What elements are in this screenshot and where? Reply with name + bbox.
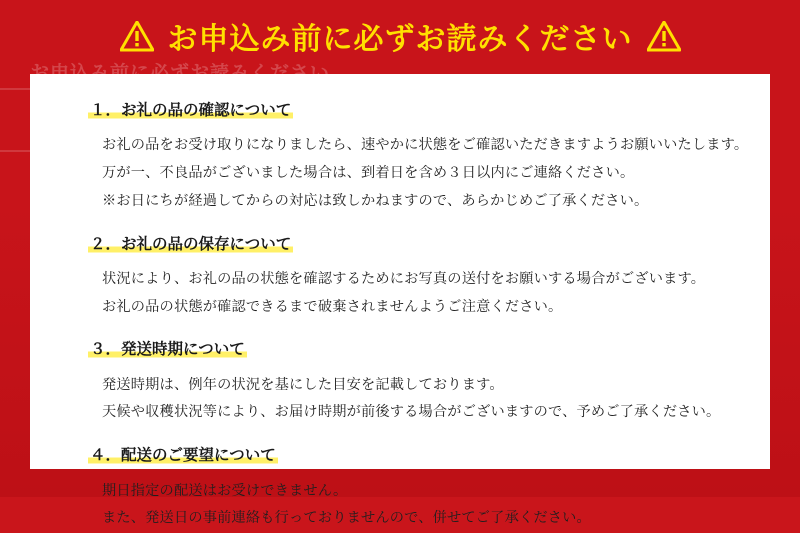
section-3-body bbox=[102, 372, 736, 427]
section-2-line-1: 状況により、お礼の品の状態を確認するためにお写真の送付をお願いする場合がございます。 bbox=[102, 270, 706, 287]
section-4-line-1: 期日指定の配送はお受けできません。 bbox=[102, 482, 348, 499]
warning-triangle-icon-right bbox=[647, 21, 681, 52]
poster-header bbox=[0, 0, 800, 72]
section-1-line-1: お礼の品をお受け取りになりましたら、速やかに状態をご確認いただきますようお願いいたします。 bbox=[102, 137, 749, 154]
section-1-body bbox=[102, 132, 749, 215]
section-2-line-2: お礼の品の状態が確認できるまで破棄されませんようご注意ください。 bbox=[102, 298, 563, 315]
notice-section-3 bbox=[64, 335, 736, 427]
page-title: お申込み前に必ずお読みください bbox=[167, 23, 633, 56]
section-heading bbox=[88, 335, 736, 364]
section-heading bbox=[88, 441, 736, 470]
notice-section-2 bbox=[64, 230, 736, 322]
section-2-title: ２．お礼の品の保存について bbox=[90, 235, 292, 253]
section-1-title: １．お礼の品の確認について bbox=[90, 102, 292, 119]
section-heading bbox=[88, 230, 736, 259]
notice-card bbox=[30, 74, 770, 527]
notice-section-4 bbox=[64, 441, 736, 533]
section-2-body bbox=[102, 266, 736, 321]
section-heading bbox=[88, 96, 736, 125]
section-3-line-2: 天候や収穫状況等により、お届け時期が前後する場合がございますので、予めご了承ください。 bbox=[102, 404, 721, 421]
section-4-title: ４．配送のご要望について bbox=[90, 447, 276, 465]
section-3-title: ３．発送時期について bbox=[90, 341, 245, 359]
section-1-line-3: ※お日にちが経過してからの対応は致しかねますので、あらかじめご了承ください。 bbox=[102, 192, 649, 209]
section-4-body bbox=[102, 478, 736, 533]
notice-section-1 bbox=[64, 96, 749, 216]
section-1-line-2: 万が一、不良品がございました場合は、到着日を含め３日以内にご連絡ください。 bbox=[102, 165, 635, 182]
warning-triangle-icon bbox=[120, 21, 154, 52]
section-3-line-1: 発送時期は、例年の状況を基にした目安を記載しております。 bbox=[102, 376, 504, 393]
section-4-line-2: また、発送日の事前連絡も行っておりませんので、併せてご了承ください。 bbox=[102, 510, 591, 527]
